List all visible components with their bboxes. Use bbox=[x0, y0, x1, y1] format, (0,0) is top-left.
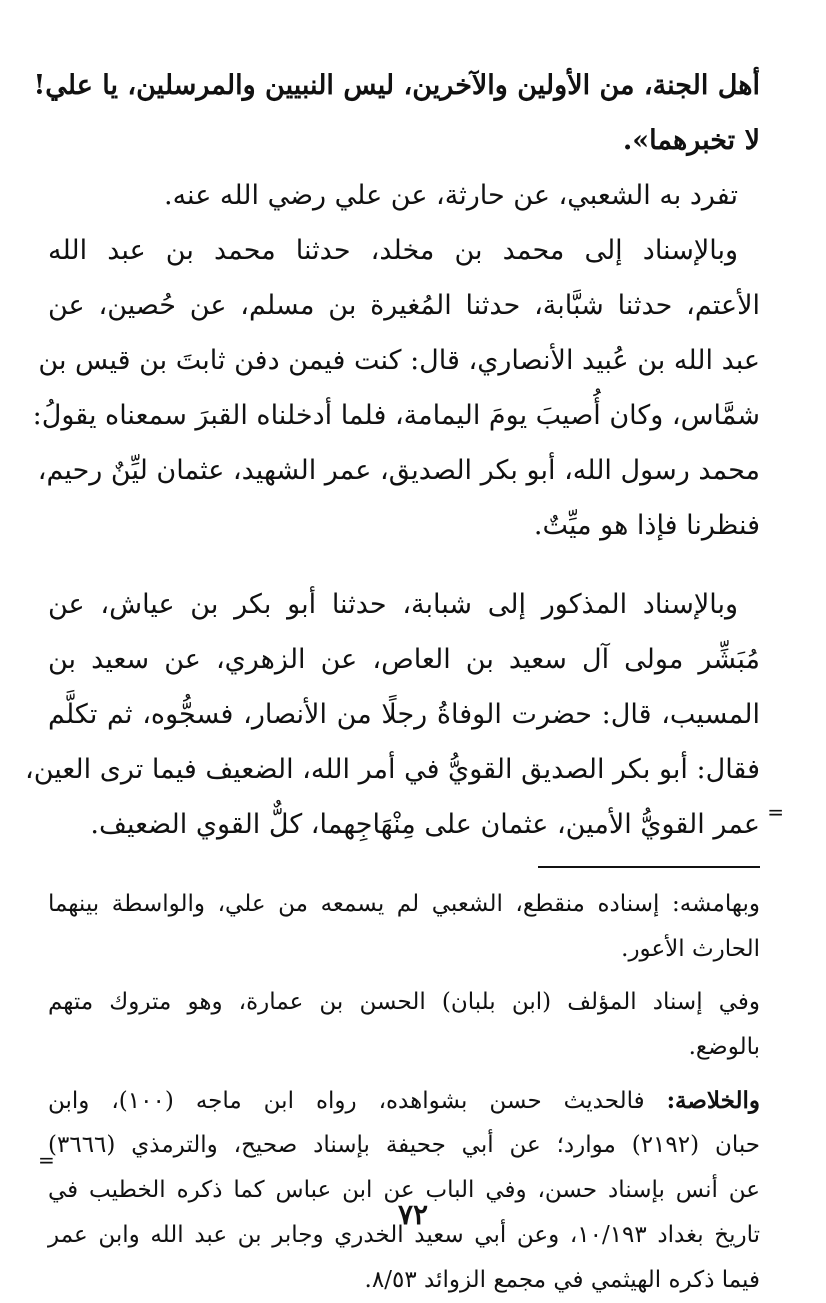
continuation-mark-bottom: = bbox=[38, 1148, 55, 1172]
paragraph-isnad-thabit bbox=[32, 223, 760, 553]
footnote-line: وبهامشه: إسناده منقطع، الشعبي لم يسمعه من علي، والواسطة بينهما bbox=[48, 891, 760, 917]
text-line: عمر القويُّ الأمين، عثمان على مِنْهَاجِهما، كلٌّ القوي الضعيف. bbox=[90, 809, 760, 840]
footnote-line bbox=[48, 1078, 760, 1123]
page-body bbox=[24, 58, 761, 1303]
footnote-gap bbox=[48, 1070, 760, 1078]
footnote-line: بالوضع. bbox=[688, 1034, 760, 1060]
text-line: شمَّاس، وكان أُصيبَ يومَ اليمامة، فلما أدخلناه القبرَ سمعناه يقولُ: bbox=[32, 400, 760, 431]
footnote-line: فيما ذكره الهيثمي في مجمع الزوائد ٨/٥٣. bbox=[364, 1267, 760, 1293]
footnote-divider bbox=[538, 866, 760, 868]
footnote-line: وفي إسناد المؤلف (ابن بلبان) الحسن بن عمارة، وهو متروك متهم bbox=[48, 989, 760, 1015]
paragraph-isnad-mubashshir bbox=[24, 577, 760, 852]
footnote-line: تاريخ بغداد ١٠/١٩٣، وعن أبي سعيد الخدري وجابر بن عبد الله وابن عمر bbox=[48, 1222, 760, 1248]
text-line: فقال: أبو بكر الصديق القويُّ في أمر الله، الضعيف فيما ترى العين، bbox=[24, 754, 760, 785]
footnote-line: الحارث الأعور. bbox=[621, 936, 760, 962]
footnote-conclusion bbox=[48, 1078, 760, 1303]
text-line: فنظرنا فإذا هو ميِّتٌ. bbox=[533, 510, 760, 541]
footnote-margin-note bbox=[48, 882, 760, 972]
text-line: الأعتم، حدثنا شبَّابة، حدثنا المُغيرة بن مسلم، عن حُصين، عن bbox=[48, 290, 760, 321]
footnote-label: والخلاصة: bbox=[666, 1087, 760, 1114]
text-line: عبد الله بن عُبيد الأنصاري، قال: كنت فيمن دفن ثابتَ بن قيس بن bbox=[38, 345, 760, 376]
paragraph-attribution bbox=[48, 168, 760, 223]
footnote-line: عن أنس بإسناد حسن، وفي الباب عن ابن عباس كما ذكره الخطيب في bbox=[48, 1177, 760, 1203]
text-line: تفرد به الشعبي، عن حارثة، عن علي رضي الله عنه. bbox=[163, 180, 738, 211]
page-number: ٧٢ bbox=[397, 1198, 429, 1231]
footnote-gap bbox=[48, 972, 760, 980]
text-line: مُبَشِّر مولى آل سعيد بن العاص، عن الزهري، عن سعيد بن bbox=[48, 644, 760, 675]
footnote-line-text: فالحديث حسن بشواهده، رواه ابن ماجه (١٠٠)، وابن bbox=[48, 1088, 645, 1114]
paragraph-hadith-ending bbox=[33, 58, 760, 168]
footnote-line: حبان (٢١٩٢) موارد؛ عن أبي جحيفة بإسناد صحيح، والترمذي (٣٦٦٦) bbox=[48, 1132, 761, 1158]
text-line: لا تخبرهما». bbox=[622, 125, 760, 156]
continuation-mark-top: = bbox=[767, 800, 784, 824]
text-line: وبالإسناد المذكور إلى شبابة، حدثنا أبو بكر بن عياش، عن bbox=[48, 589, 738, 620]
footnote-author-isnad bbox=[48, 980, 760, 1070]
text-line: المسيب، قال: حضرت الوفاةُ رجلًا من الأنصار، فسجُّوه، ثم تكلَّم bbox=[48, 699, 760, 730]
paragraph-gap bbox=[48, 553, 760, 577]
text-line: أهل الجنة، من الأولين والآخرين، ليس النبيين والمرسلين، يا علي! bbox=[33, 70, 760, 101]
text-line: محمد رسول الله، أبو بكر الصديق، عمر الشهيد، عثمان ليِّنٌ رحيم، bbox=[37, 455, 760, 486]
text-line: وبالإسناد إلى محمد بن مخلد، حدثنا محمد بن عبد الله bbox=[48, 235, 738, 266]
